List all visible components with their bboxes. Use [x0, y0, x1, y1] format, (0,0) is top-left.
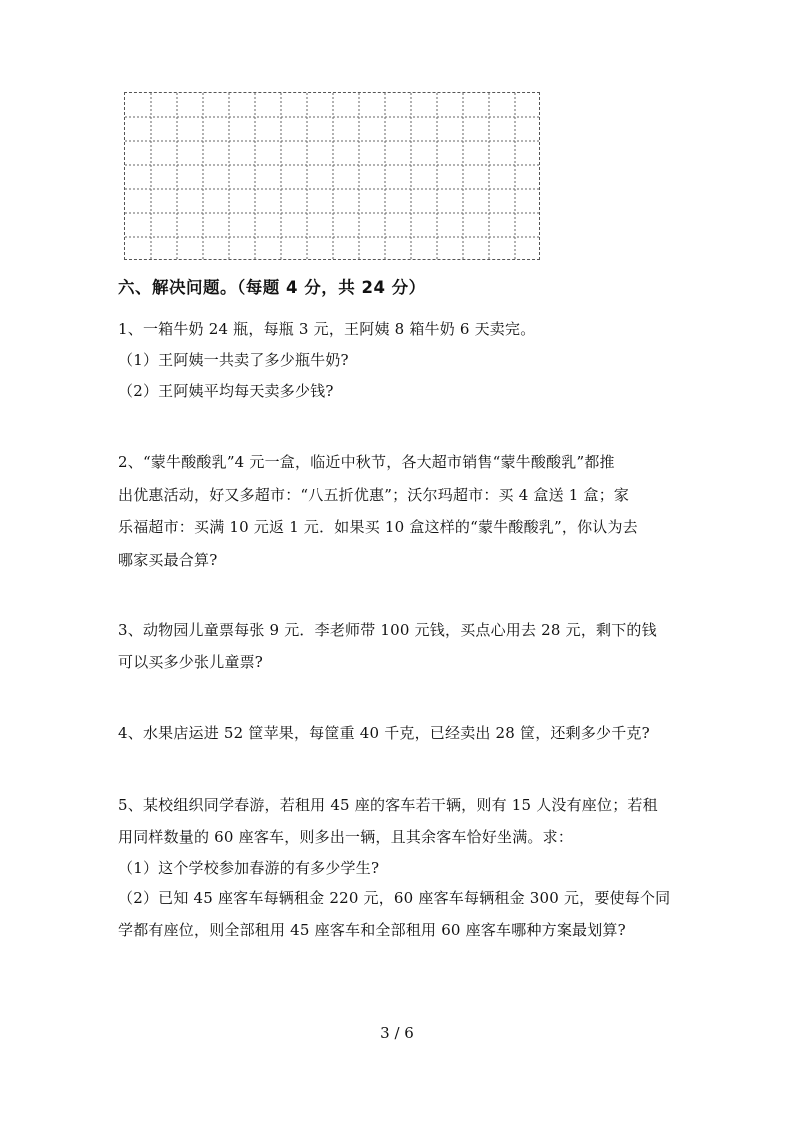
- writing-grid: [124, 92, 540, 260]
- section-title: 六、解决问题。（每题 4 分，共 24 分）: [118, 278, 426, 297]
- problem-5-line-1: 5、某校组织同学春游，若租用 45 座的客车若干辆，则有 15 人没有座位；若租: [118, 796, 658, 814]
- problem-2-line-2: 出优惠活动，好又多超市：“八五折优惠”；沃尔玛超市：买 4 盒送 1 盒；家: [118, 486, 630, 504]
- problem-2-line-4: 哪家买最合算?: [118, 551, 218, 569]
- problem-4-line-1: 4、水果店运进 52 筐苹果，每筐重 40 千克，已经卖出 28 筐，还剩多少千克?: [118, 724, 650, 742]
- problem-5-line-2: 用同样数量的 60 座客车，则多出一辆，且其余客车恰好坐满。求：: [118, 828, 574, 846]
- problem-2-line-3: 乐福超市：买满 10 元返 1 元．如果买 10 盒这样的“蒙牛酸酸乳”，你认为去: [118, 518, 638, 536]
- problem-5-line-3: （1）这个学校参加春游的有多少学生?: [118, 859, 380, 877]
- problem-2-line-1: 2、“蒙牛酸酸乳”4 元一盒，临近中秋节，各大超市销售“蒙牛酸酸乳”都推: [118, 453, 615, 471]
- problem-1-line-1: 1、一箱牛奶 24 瓶，每瓶 3 元，王阿姨 8 箱牛奶 6 天卖完。: [118, 320, 536, 338]
- problem-5-line-5: 学都有座位，则全部租用 45 座客车和全部租用 60 座客车哪种方案最划算?: [118, 921, 626, 939]
- problem-3-line-1: 3、动物园儿童票每张 9 元．李老师带 100 元钱，买点心用去 28 元，剩下的钱: [118, 621, 657, 639]
- problem-5-line-4: （2）已知 45 座客车每辆租金 220 元，60 座客车每辆租金 300 元，要使每个同: [118, 889, 671, 907]
- page-number: 3 / 6: [380, 1024, 414, 1042]
- problem-3-line-2: 可以买多少张儿童票?: [118, 653, 264, 671]
- problem-1-line-3: （2）王阿姨平均每天卖多少钱?: [118, 382, 334, 400]
- problem-1-line-2: （1）王阿姨一共卖了多少瓶牛奶?: [118, 351, 349, 369]
- grid-lines: [125, 93, 541, 261]
